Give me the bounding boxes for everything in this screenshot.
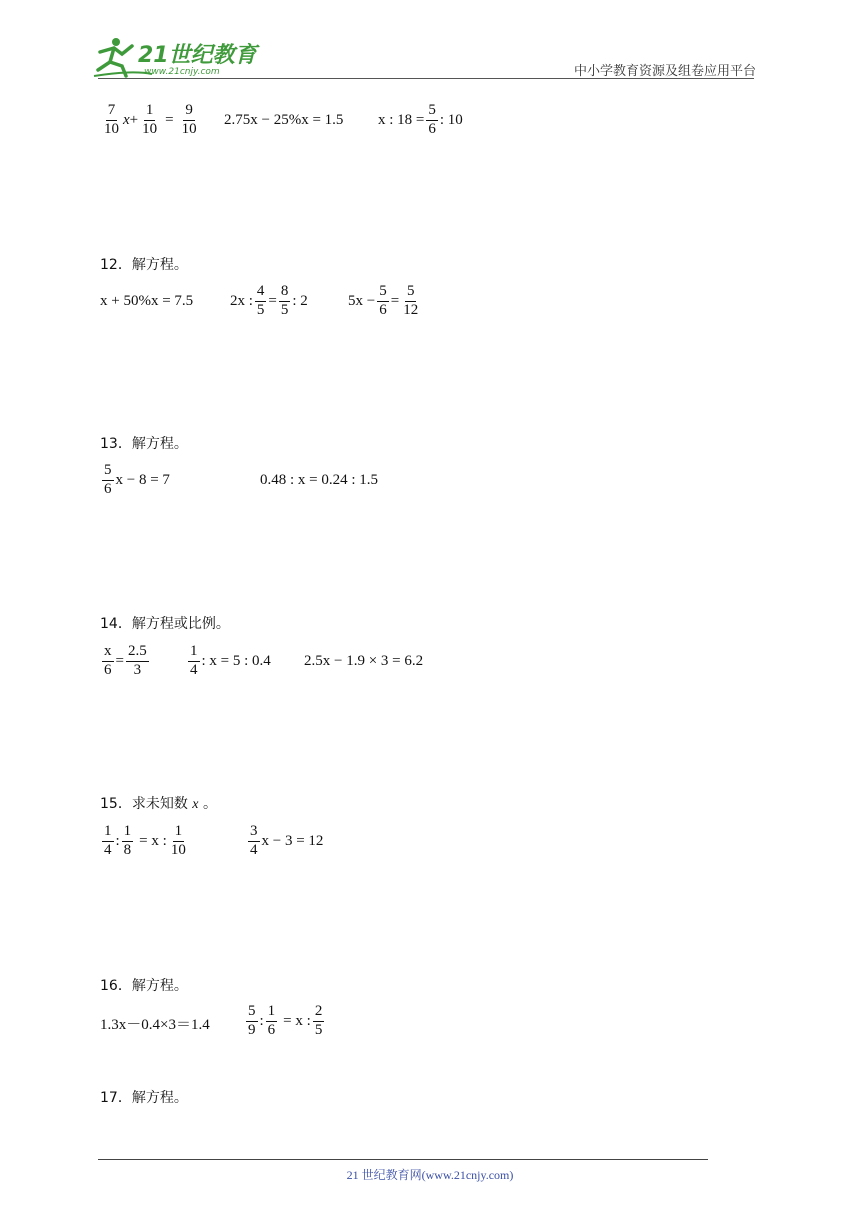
- top-equation-2: 2.75x − 25%x = 1.5: [224, 112, 344, 128]
- site-logo: [92, 36, 262, 78]
- q12-equation-3: 5x − $\frac{5}{6}$ = $\frac{5}{12}$: [348, 283, 419, 318]
- logo-text: 21世纪教育: [138, 43, 257, 68]
- question-17-title: 17．解方程。: [100, 1090, 188, 1106]
- q12-equation-1: x + 50%x = 7.5: [100, 293, 194, 309]
- question-14-title: 14．解方程或比例。: [100, 616, 230, 632]
- q15-equation-2: $\frac{3}{4}$ x − 3 = 12: [250, 823, 324, 858]
- question-12-title: 12．解方程。: [100, 257, 188, 273]
- q16-equation-1: 1.3x－0.4×3＝1.4: [100, 1017, 210, 1033]
- question-13-title: 13．解方程。: [100, 436, 188, 452]
- header-tagline: 中小学教育资源及组卷应用平台: [573, 64, 756, 79]
- top-equation-3: x : 18 = $\frac{5}{6}$ : 10: [378, 102, 463, 137]
- q13-equation-1: $\frac{5}{6}$ x − 8 = 7: [104, 462, 170, 497]
- q14-equation-3: 2.5x − 1.9 × 3 = 6.2: [304, 653, 424, 669]
- question-15-title: 15．求未知数 x 。: [100, 796, 217, 812]
- header-divider: [98, 78, 754, 79]
- logo-url: www.21cnjy.com: [144, 67, 220, 77]
- q14-equation-2: $\frac{1}{4}$ : x = 5 : 0.4: [190, 643, 271, 678]
- q13-equation-2: 0.48 : x = 0.24 : 1.5: [260, 472, 379, 488]
- question-16-title: 16．解方程。: [100, 978, 188, 994]
- footer-divider: [98, 1159, 708, 1160]
- q14-equation-1: $\frac{x}{6}$ = $\frac{2.5}{3}$: [104, 643, 147, 678]
- top-equation-1: $\frac{7}{10}$ x + $\frac{1}{10}$ = $\frac{9}{10}$: [104, 102, 197, 137]
- footer-link[interactable]: 21 世纪教育网(www.21cnjy.com): [346, 1168, 514, 1182]
- q15-equation-1: $\frac{1}{4}$ : $\frac{1}{8}$ = x : $\frac{1}{10}$: [104, 823, 186, 858]
- q12-equation-2: 2x : $\frac{4}{5}$ = $\frac{8}{5}$ : 2: [230, 283, 308, 318]
- q16-equation-2: $\frac{5}{9}$ : $\frac{1}{6}$ = x : $\frac{2}{5}$: [248, 1003, 323, 1038]
